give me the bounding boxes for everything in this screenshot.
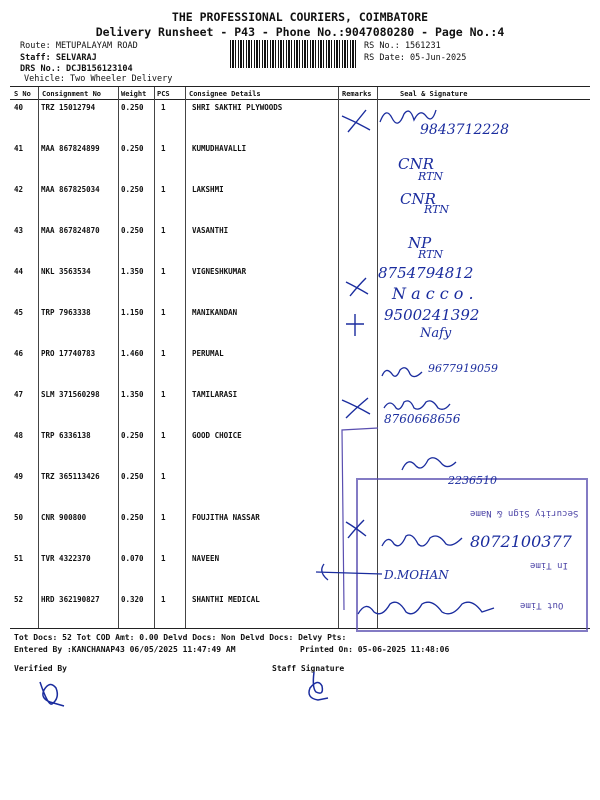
staff-label: Staff: SELVARAJ <box>20 53 97 63</box>
row-pcs: 1 <box>161 595 166 604</box>
row-weight: 0.250 <box>121 103 144 112</box>
table-row <box>10 264 590 305</box>
plus-mark-icon <box>344 312 366 338</box>
handwritten-number: 2236510 <box>448 474 497 487</box>
signature-scribble-icon <box>356 596 496 622</box>
handwritten-phone: 8072100377 <box>470 532 572 551</box>
cross-mark-icon <box>340 396 372 420</box>
staff-signature-label: Staff Signature <box>272 664 345 673</box>
row-sno: 43 <box>14 226 24 235</box>
row-weight: 0.250 <box>121 513 144 522</box>
col-seal-signature: Seal & Signature <box>400 90 468 98</box>
row-consignment: SLM 371560298 <box>41 390 100 399</box>
row-sno: 45 <box>14 308 24 317</box>
route-label: Route: METUPALAYAM ROAD <box>20 41 138 51</box>
row-consignee: VASANTHI <box>192 226 229 235</box>
row-sno: 42 <box>14 185 24 194</box>
row-consignment: TVR 4322370 <box>41 554 91 563</box>
table-row <box>10 346 590 387</box>
entered-by: Entered By :KANCHANAP43 06/05/2025 11:47:49 AM <box>14 645 236 654</box>
handwritten-remark: RTN <box>418 170 444 183</box>
row-consignee: NAVEEN <box>192 554 220 563</box>
row-weight: 1.350 <box>121 390 144 399</box>
row-consignee: LAKSHMI <box>192 185 224 194</box>
table-row <box>10 428 590 469</box>
barcode <box>230 40 358 68</box>
row-consignee: KUMUDHAVALLI <box>192 144 247 153</box>
row-consignment: TRP 7963338 <box>41 308 91 317</box>
row-consignee: PERUMAL <box>192 349 224 358</box>
signature-scribble-icon <box>380 362 424 382</box>
row-pcs: 1 <box>161 267 166 276</box>
row-consignee: TAMILARASI <box>192 390 238 399</box>
row-sno: 41 <box>14 144 24 153</box>
row-pcs: 1 <box>161 431 166 440</box>
row-weight: 0.320 <box>121 595 144 604</box>
handwritten-remark: NP <box>408 234 432 252</box>
table-row <box>10 305 590 346</box>
col-consignment: Consignment No <box>42 90 102 98</box>
row-sno: 51 <box>14 554 24 563</box>
table-row <box>10 141 590 182</box>
row-weight: 0.250 <box>121 472 144 481</box>
cross-mark-icon <box>344 276 370 298</box>
table-top-rule <box>10 86 590 87</box>
row-pcs: 1 <box>161 513 166 522</box>
col-sno: S No <box>14 90 31 98</box>
row-consignment: MAA 867825034 <box>41 185 100 194</box>
row-sno: 48 <box>14 431 24 440</box>
handwritten-phone: 9843712228 <box>420 122 510 138</box>
table-row <box>10 387 590 428</box>
row-sno: 44 <box>14 267 24 276</box>
row-pcs: 1 <box>161 185 166 194</box>
company-name: THE PROFESSIONAL COURIERS, COIMBATORE <box>171 10 429 24</box>
stamp-security-sign: Security Sign & Name <box>470 508 579 518</box>
row-sno: 52 <box>14 595 24 604</box>
row-sno: 50 <box>14 513 24 522</box>
row-pcs: 1 <box>161 554 166 563</box>
row-consignment: TRP 6336138 <box>41 431 91 440</box>
row-consignment: NKL 3563534 <box>41 267 91 276</box>
row-consignee: FOUJITHA NASSAR <box>192 513 260 522</box>
row-consignee: GOOD CHOICE <box>192 431 242 440</box>
signature-scribble-icon <box>378 104 438 126</box>
row-pcs: 1 <box>161 226 166 235</box>
row-pcs: 1 <box>161 390 166 399</box>
row-weight: 1.150 <box>121 308 144 317</box>
signature-scribble-icon <box>382 396 452 414</box>
row-pcs: 1 <box>161 144 166 153</box>
signature-scribble-icon <box>380 530 464 552</box>
handwritten-remark: CNR <box>400 190 436 208</box>
printed-on: Printed On: 05-06-2025 11:48:06 <box>300 645 450 654</box>
handwritten-phone: 9677919059 <box>428 362 498 375</box>
arrow-scribble-icon <box>314 560 384 584</box>
row-weight: 0.250 <box>121 226 144 235</box>
table-row <box>10 182 590 223</box>
verified-by-label: Verified By <box>14 664 67 673</box>
col-pcs: PCS <box>157 90 170 98</box>
row-consignee: SHRI SAKTHI PLYWOODS <box>192 103 283 112</box>
row-weight: 1.350 <box>121 267 144 276</box>
row-pcs: 1 <box>161 349 166 358</box>
row-consignment: HRD 362190827 <box>41 595 100 604</box>
col-consignee: Consignee Details <box>189 90 261 98</box>
rs-number: RS No.: 1561231 <box>364 41 441 51</box>
row-pcs: 1 <box>161 472 166 481</box>
totals-line: Tot Docs: 52 Tot COD Amt: 0.00 Delvd Docs: Non Delvd Docs: Delvy Pts: <box>14 633 347 642</box>
row-weight: 0.250 <box>121 431 144 440</box>
row-consignee: SHANTHI MEDICAL <box>192 595 260 604</box>
row-consignment: TRZ 15012794 <box>41 103 96 112</box>
row-consignment: MAA 867824870 <box>41 226 100 235</box>
stamp-in-time: In Time <box>530 560 568 570</box>
rs-date: RS Date: 05-Jun-2025 <box>364 53 467 63</box>
table-row <box>10 223 590 264</box>
row-sno: 47 <box>14 390 24 399</box>
handwritten-name: D.MOHAN <box>384 568 449 582</box>
handwritten-remark: CNR <box>398 155 434 173</box>
cross-mark-icon <box>340 108 372 134</box>
handwritten-phone: 9500241392 <box>384 306 480 324</box>
signature-scribble-icon <box>398 452 458 476</box>
row-weight: 0.250 <box>121 185 144 194</box>
row-consignment: CNR 900800 <box>41 513 87 522</box>
runsheet-title: Delivery Runsheet - P43 - Phone No.:9047080280 - Page No.:4 <box>95 25 505 39</box>
handwritten-remark: RTN <box>424 203 450 216</box>
row-consignment: PRO 17740783 <box>41 349 96 358</box>
row-sno: 46 <box>14 349 24 358</box>
row-consignment: MAA 867824899 <box>41 144 100 153</box>
stamp-out-time: Out Time <box>520 600 564 610</box>
row-consignee: MANIKANDAN <box>192 308 238 317</box>
handwritten-phone: 8754794812 <box>378 264 474 282</box>
row-weight: 0.250 <box>121 144 144 153</box>
staff-signature-icon <box>300 670 332 704</box>
row-sno: 49 <box>14 472 24 481</box>
drs-number: DRS No.: DCJB156123104 <box>20 64 133 74</box>
row-pcs: 1 <box>161 308 166 317</box>
col-remarks: Remarks <box>342 90 372 98</box>
row-consignment: TRZ 365113426 <box>41 472 100 481</box>
row-sno: 40 <box>14 103 24 112</box>
verifier-signature-icon <box>34 676 68 710</box>
row-pcs: 1 <box>161 103 166 112</box>
row-consignee: VIGNESHKUMAR <box>192 267 247 276</box>
vehicle-label: Vehicle: Two Wheeler Delivery <box>24 74 173 84</box>
handwritten-signature: N a c c o . <box>392 284 474 303</box>
row-weight: 0.070 <box>121 554 144 563</box>
cross-mark-icon <box>344 518 368 540</box>
handwritten-signature: Nafy <box>420 326 452 341</box>
col-weight: Weight <box>121 90 147 98</box>
handwritten-remark: RTN <box>418 248 444 261</box>
handwritten-phone: 8760668656 <box>384 412 461 426</box>
row-weight: 1.460 <box>121 349 144 358</box>
